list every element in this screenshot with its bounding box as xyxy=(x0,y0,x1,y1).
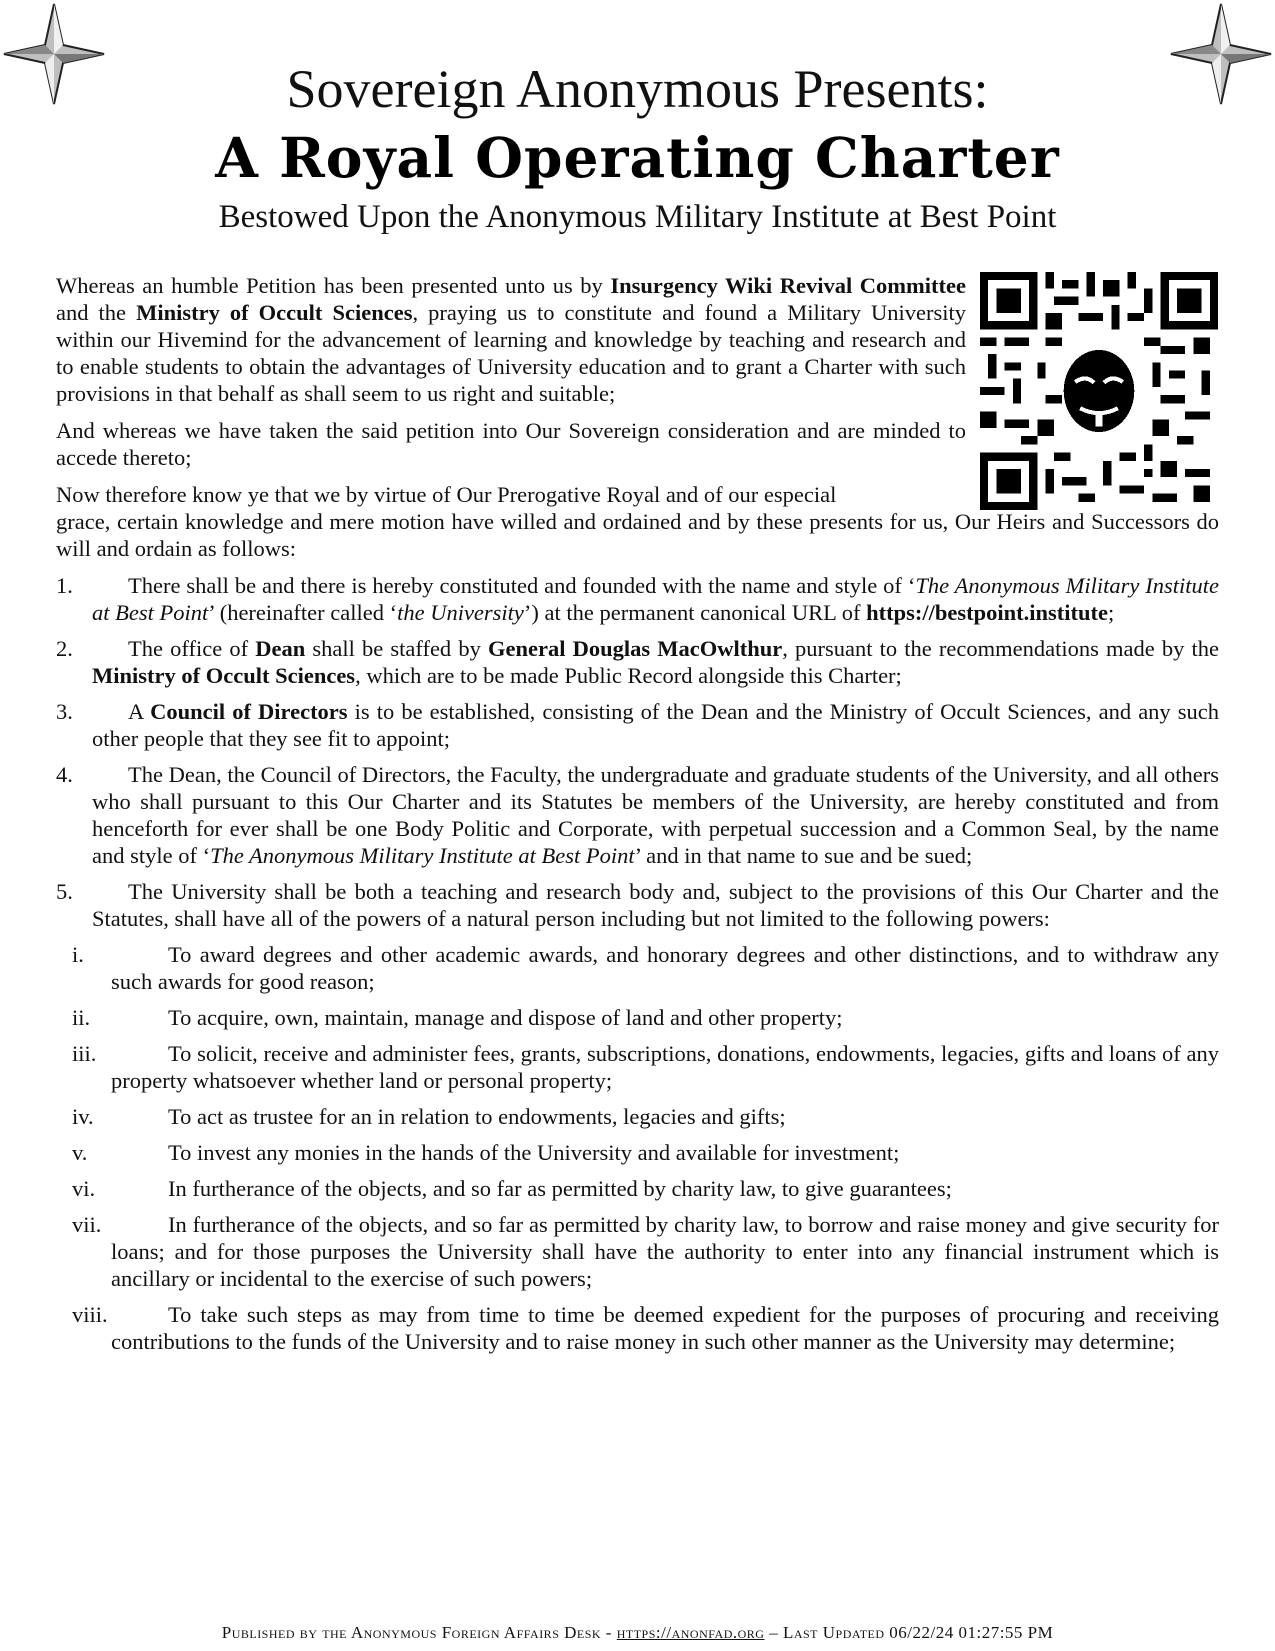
power-item: vi. In furtherance of the objects, and so far as permitted by charity law, to give guarantees; xyxy=(72,1176,952,1201)
article-2: 2. The office of Dean shall be staffed by General Douglas MacOwlthur, pursuant to the recommendations made by the Ministry of Occult Sciences, which are to be made Public Record alongside this Charter; xyxy=(56,636,1220,688)
power-item: iii. To solicit, receive and administer fees, grants, subscriptions, donations, endowments, legacies, gifts and loans of any property whatsoever whether land or personal property; xyxy=(72,1041,1219,1093)
ministry-name: Ministry of Occult Sciences xyxy=(136,300,413,325)
petitioner-name: Insurgency Wiki Revival Committee xyxy=(610,273,966,298)
power-item: viii. To take such steps as may from time to time be deemed expedient for the purposes of procuring and receiving contributions to the funds of the University and to raise money in such other manner as the University may determine; xyxy=(72,1302,1219,1354)
power-item: ii. To acquire, own, maintain, manage and dispose of land and other property; xyxy=(72,1005,843,1030)
charter-subtitle: Bestowed Upon the Anonymous Military Institute at Best Point xyxy=(218,199,1057,235)
preamble-consideration: And whereas we have taken the said petition into Our Sovereign consideration and are minded to accede thereto; xyxy=(56,418,966,470)
anonfad-link[interactable]: https://anonfad.org xyxy=(616,1623,765,1642)
power-item: v. To invest any monies in the hands of the University and available for investment; xyxy=(72,1140,900,1165)
article-3: 3. A Council of Directors is to be established, consisting of the Dean and the Ministry of Occult Sciences, and any such other people that they see fit to appoint; xyxy=(56,699,1220,751)
charter-body xyxy=(56,272,1219,1364)
university-url[interactable]: https://bestpoint.institute xyxy=(866,600,1108,625)
charter-title: A Royal Operating Charter xyxy=(215,125,1060,190)
document-footer: Published by the Anonymous Foreign Affairs Desk - https://anonfad.org – Last Updated 06/22/24 01:27:55 PM xyxy=(221,1623,1054,1642)
preamble-petition: Whereas an humble Petition has been presented unto us by Insurgency Wiki Revival Committee and the Ministry of Occult Sciences, praying us to constitute and found a Military University within our Hivemind for the advancement of learning and knowledge by teaching and research and to enable students to obtain the advantages of University education and to grant a Charter with such provisions in that behalf as shall seem to us right and suitable; xyxy=(56,273,966,406)
preamble-ordinance: Now therefore know ye that we by virtue of Our Prerogative Royal and of our especial grace, certain knowledge and mere motion have willed and ordained and by these presents for us, Our Heirs and Successors do will and ordain as follows: xyxy=(56,482,1219,561)
article-4: 4. The Dean, the Council of Directors, the Faculty, the undergraduate and graduate students of the University, and all others who shall pursuant to this Our Charter and its Statutes be members of the University, are hereby constituted and from henceforth for ever shall be one Body Politic and Corporate, with perpetual succession and a Common Seal, by the name and style of ‘The Anonymous Military Institute at Best Point’ and in that name to sue and be sued; xyxy=(56,762,1219,868)
presents-line: Sovereign Anonymous Presents: xyxy=(286,59,989,119)
power-item: vii. In furtherance of the objects, and so far as permitted by charity law, to borrow and raise money and give security for loans; and for those purposes the University shall have the authority to enter into any financial instrument which is ancillary or incidental to the exercise of such powers; xyxy=(72,1212,1219,1291)
power-item: i. To award degrees and other academic awards, and honorary degrees and other distinctions, and to withdraw any such awards for good reason; xyxy=(72,942,1219,994)
power-item: iv. To act as trustee for an in relation to endowments, legacies and gifts; xyxy=(72,1104,786,1129)
document-header xyxy=(0,58,1275,238)
article-5: 5. The University shall be both a teaching and research body and, subject to the provisions of this Our Charter and the Statutes, shall have all of the powers of a natural person including but not limited to the following powers: xyxy=(56,879,1219,931)
article-1: 1. There shall be and there is hereby constituted and founded with the name and style of ‘The Anonymous Military Institute at Best Point’ (hereinafter called ‘the University’) at the permanent canonical URL of https://bestpoint.institute; xyxy=(56,573,1220,625)
